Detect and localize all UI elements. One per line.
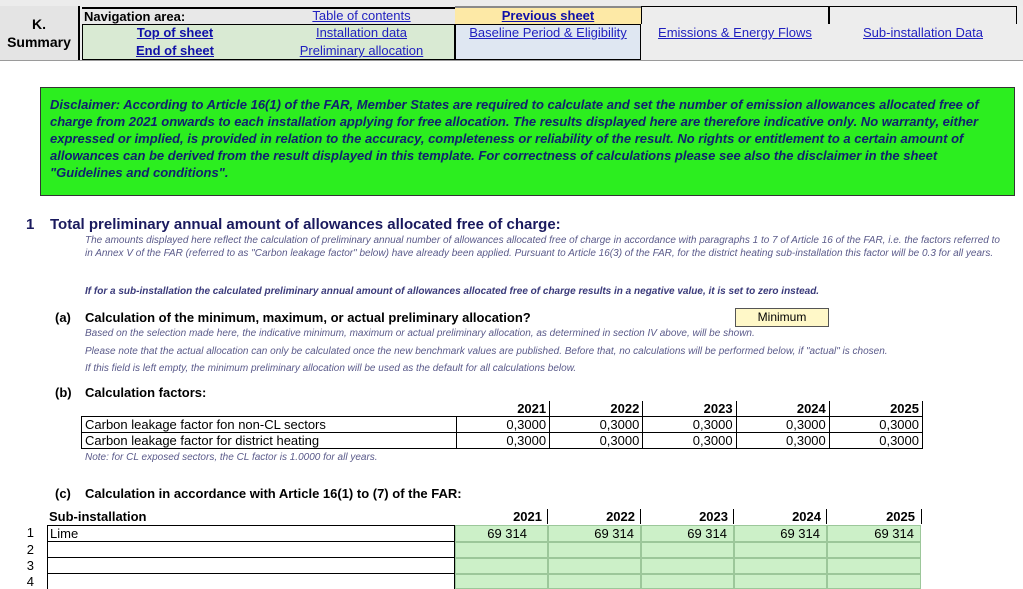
factor-cell[interactable]: 0,3000	[550, 433, 643, 449]
part-b-note: Note: for CL exposed sectors, the CL factor is 1.0000 for all years.	[85, 452, 378, 463]
year-header: 2025	[829, 401, 922, 417]
section-note-negative: If for a sub-installation the calculated preliminary annual amount of allowances allocated free of charge results in a negative value, it is set to zero instead.	[85, 286, 820, 297]
allocation-cell[interactable]: 69 314	[827, 525, 921, 542]
year-header: 2022	[550, 401, 643, 417]
factors-header-row	[82, 401, 923, 417]
allocation-cell[interactable]	[734, 558, 827, 574]
factor-cell[interactable]: 0,3000	[829, 417, 922, 433]
navigation-area-header: Navigation area:	[82, 7, 455, 24]
factors-header-blank	[82, 401, 457, 417]
factor-cell[interactable]: 0,3000	[643, 417, 736, 433]
allocation-cell[interactable]	[641, 542, 734, 558]
subinstallation-col-header: Sub-installation	[49, 509, 147, 524]
allocation-cell[interactable]	[827, 542, 921, 558]
allocation-cell[interactable]: 69 314	[641, 525, 734, 542]
factor-cell[interactable]: 0,3000	[736, 417, 829, 433]
allocation-cell[interactable]	[548, 574, 641, 589]
section-title: Total preliminary annual amount of allowances allocated free of charge:	[50, 216, 561, 233]
allocation-cell[interactable]: 69 314	[734, 525, 827, 542]
table-row	[82, 433, 923, 449]
part-a-note-3: If this field is left empty, the minimum preliminary allocation will be used as the default for all calculations below.	[85, 363, 577, 374]
allocation-cell[interactable]: 69 314	[548, 525, 641, 542]
allocation-cell[interactable]	[827, 574, 921, 589]
part-a-note-2: Please note that the actual allocation can only be calculated once the new benchmark values are published. Before that, no calculations will be performed below, if "actual" is chosen.	[85, 346, 888, 357]
nav-link-emissions[interactable]: Emissions & Energy Flows	[658, 25, 812, 40]
sheet-title	[0, 6, 80, 60]
factor-cell[interactable]: 0,3000	[456, 417, 549, 433]
allocation-type-select[interactable]: Minimum	[735, 308, 829, 327]
nav-link-installation-data[interactable]: Installation data	[315, 25, 408, 40]
factor-label: Carbon leakage factor for district heating	[82, 433, 457, 449]
part-b-title: Calculation factors:	[85, 385, 207, 400]
nav-frame-empty-1	[641, 6, 829, 24]
subinstallation-name[interactable]	[47, 542, 455, 558]
subinstallation-grid	[0, 525, 1023, 589]
nav-link-table-of-contents[interactable]: Table of contents	[312, 8, 411, 23]
part-a-letter: (a)	[55, 310, 71, 325]
factor-cell[interactable]: 0,3000	[550, 417, 643, 433]
part-a-title: Calculation of the minimum, maximum, or actual preliminary allocation?	[85, 310, 531, 325]
allocation-cell[interactable]	[827, 558, 921, 574]
allocation-cell[interactable]	[548, 542, 641, 558]
nav-link-end-of-sheet[interactable]: End of sheet	[135, 43, 214, 58]
nav-link-subinstallation[interactable]: Sub-installation Data	[863, 25, 983, 40]
sheet-code: K.	[32, 16, 46, 32]
disclaimer-box: Disclaimer: According to Article 16(1) of the FAR, Member States are required to calculate and set the number of emission allowances allocated free of charge from 2021 onwards to each installation applying for free allocation. The results displayed here are therefore indicative only. No warranty, either expressed or implied, is provided in relation to the accuracy, completeness or reliability of the result. No rights or entitlement to a certain amount of allowances can be derived from the result displayed in this template. For correctness of calculations please see also the disclaimer in the sheet "Guidelines and conditions".	[40, 87, 1015, 196]
table-row	[82, 417, 923, 433]
year-header: 2023	[641, 509, 734, 524]
factor-cell[interactable]: 0,3000	[643, 433, 736, 449]
allocation-cell[interactable]	[455, 558, 548, 574]
factor-cell[interactable]: 0,3000	[829, 433, 922, 449]
year-header: 2023	[643, 401, 736, 417]
nav-link-preliminary-allocation[interactable]: Preliminary allocation	[299, 43, 424, 58]
allocation-cell[interactable]	[641, 574, 734, 589]
row-number: 1	[26, 525, 34, 540]
year-header: 2021	[456, 401, 549, 417]
allocation-cell[interactable]	[548, 558, 641, 574]
nav-link-previous-sheet[interactable]: Previous sheet	[501, 8, 595, 23]
year-header: 2024	[734, 509, 827, 524]
subinstallation-name[interactable]: Lime	[47, 525, 455, 542]
factor-cell[interactable]: 0,3000	[736, 433, 829, 449]
nav-link-baseline[interactable]: Baseline Period & Eligibility	[469, 25, 627, 40]
part-c-letter: (c)	[55, 486, 71, 501]
section-note: The amounts displayed here reflect the calculation of preliminary annual number of allowances allocated free of charge in accordance with paragraphs 1 to 7 of Article 16 of the FAR, i.e. the factors referred to in Annex V of the FAR (referred to as "Carbon leakage factor" below) have already been applied. Pursuant to Article 16(3) of the FAR, for the district heating sub-installation this factor will be 0.3 for all years.	[85, 235, 1000, 259]
allocation-cell[interactable]	[455, 574, 548, 589]
year-header: 2021	[455, 509, 548, 524]
part-b-letter: (b)	[55, 385, 72, 400]
subinstallation-name[interactable]	[47, 558, 455, 574]
allocation-cell[interactable]	[455, 542, 548, 558]
allocation-cell[interactable]	[641, 558, 734, 574]
year-header: 2025	[827, 509, 922, 524]
factor-cell[interactable]: 0,3000	[456, 433, 549, 449]
section-number: 1	[26, 216, 35, 233]
allocation-cell[interactable]: 69 314	[455, 525, 548, 542]
sheet-name: Summary	[7, 34, 71, 50]
calculation-factors-table	[81, 401, 923, 449]
nav-link-top-of-sheet[interactable]: Top of sheet	[136, 25, 214, 40]
allocation-cell[interactable]	[734, 542, 827, 558]
row-number: 2	[26, 542, 34, 557]
part-c-title: Calculation in accordance with Article 16(1) to (7) of the FAR:	[85, 486, 462, 501]
year-header: 2024	[736, 401, 829, 417]
allocation-cell[interactable]	[734, 574, 827, 589]
part-a-note-1: Based on the selection made here, the indicative minimum, maximum or actual preliminary allocation, as determined in section IV above, will be shown.	[85, 328, 755, 339]
subinstallation-name[interactable]	[47, 574, 455, 589]
nav-frame-empty-2	[829, 6, 1017, 24]
factor-label: Carbon leakage factor fon non-CL sectors	[82, 417, 457, 433]
row-number: 3	[26, 558, 34, 573]
year-header: 2022	[548, 509, 641, 524]
row-number: 4	[26, 574, 34, 589]
